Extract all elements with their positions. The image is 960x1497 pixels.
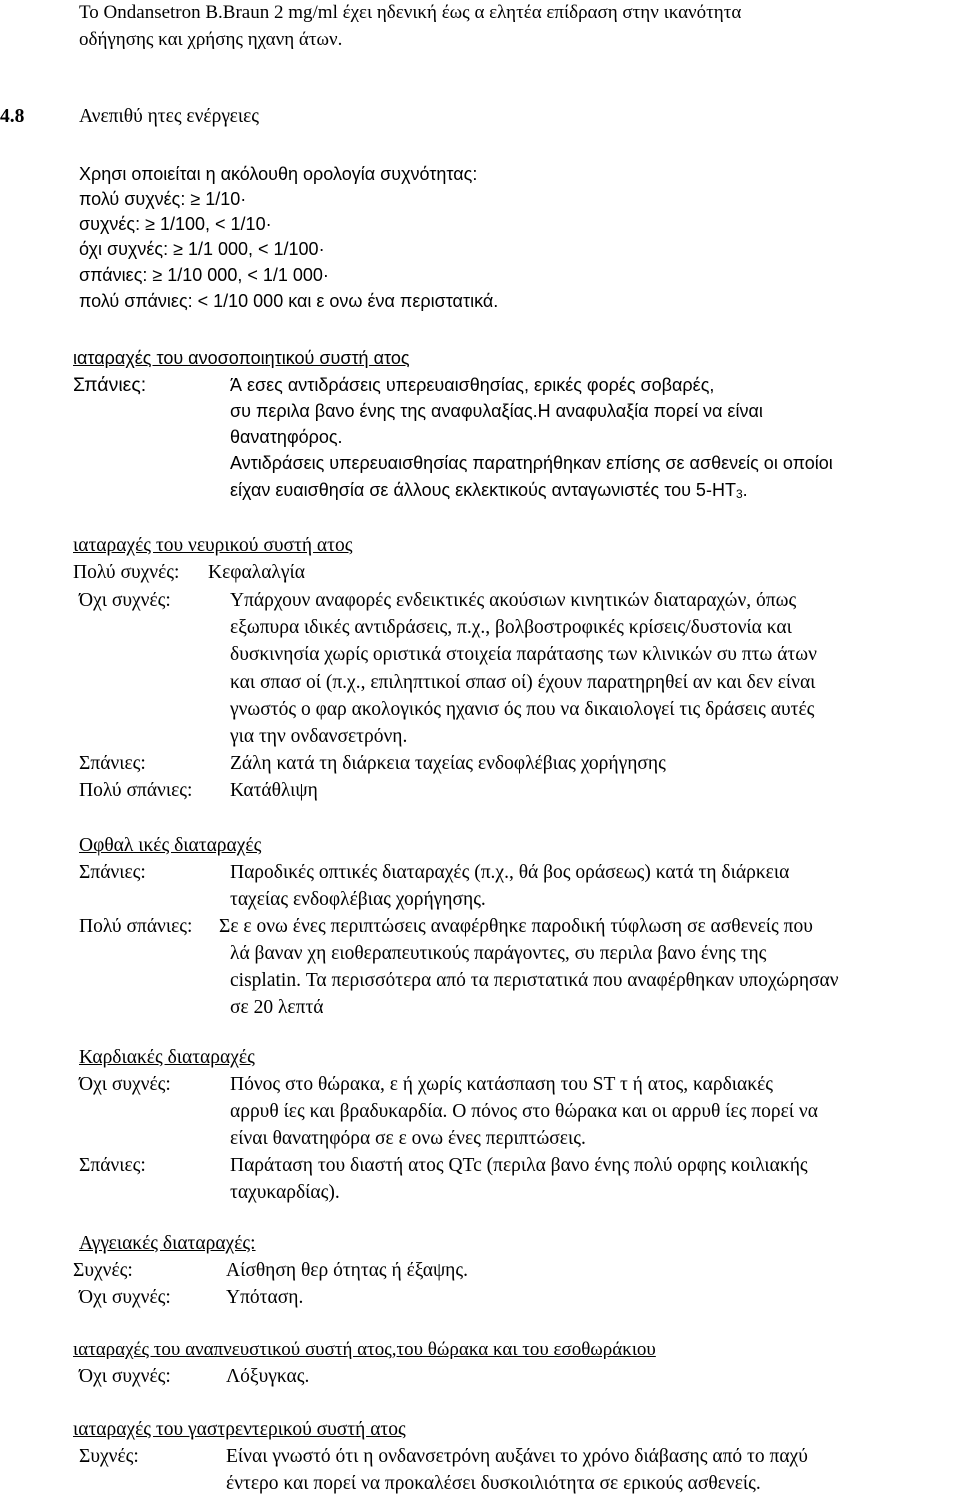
eye-very-rare-line: Σε ε ονω ένες περιπτώσεις αναφέρθηκε παροδική τύφλωση σε ασθενείς που xyxy=(219,916,813,937)
frequency-item: πολύ σπάνιες: < 1/10 000 και ε ονω ένα περιστατικά. xyxy=(79,291,499,311)
frequency-item: όχι συχνές: ≥ 1/1 000, < 1/100· xyxy=(79,239,325,259)
nervous-very-rare-text: Κατάθλιψη xyxy=(230,780,318,801)
nervous-very-rare-term: Πολύ σπάνιες: xyxy=(79,780,193,801)
nervous-very-common-text: Κεφαλαλγία xyxy=(208,562,305,583)
eye-very-rare-line: λά βαναν χη ειοθεραπευτικούς παράγοντες, συ περιλα βανο ένης της xyxy=(230,943,767,964)
vascular-common-term: Συχνές: xyxy=(73,1260,133,1281)
gi-common-line: έντερο και πορεί να προκαλέσει δυσκοιλιότητα σε ερικούς ασθενείς. xyxy=(226,1473,761,1494)
respiratory-heading: ιαταραχές του αναπνευστικού συστή ατος,του θώρακα και του εσοθωράκιου xyxy=(73,1339,656,1360)
nervous-uncommon-line: γνωστός ο φαρ ακολογικός ηχανισ ός που να δικαιολογεί τις δράσεις αυτές xyxy=(230,699,815,720)
nervous-uncommon-line: εξωπυρα ιδικές αντιδράσεις, π.χ., βολβοστροφικές κρίσεις/δυστονία και xyxy=(230,617,792,638)
immune-text-line: συ περιλα βανο ένης της αναφυλαξίας.Η αναφυλαξία πορεί να είναι xyxy=(230,401,763,421)
vascular-uncommon-term: Όχι συχνές: xyxy=(79,1287,171,1308)
ht-subscript: 3 xyxy=(735,487,743,501)
gi-heading: ιαταραχές του γαστρεντερικού συστή ατος xyxy=(73,1419,406,1440)
eye-rare-line: Παροδικές οπτικές διαταραχές (π.χ., θά βος οράσεως) κατά τη διάρκεια xyxy=(230,862,790,883)
cardiac-rare-line: Παράταση του διαστή ατος QTc (περιλα βανο ένης πολύ ορφης κοιλιακής xyxy=(230,1155,808,1176)
gi-common-term: Συχνές: xyxy=(79,1446,139,1467)
eye-heading: Οφθαλ ικές διαταραχές xyxy=(79,835,262,856)
respiratory-uncommon-text: Λόξυγκας. xyxy=(226,1366,310,1387)
immune-text-line: Αντιδράσεις υπερευαισθησίας παρατηρήθηκαν επίσης σε ασθενείς οι οποίοι xyxy=(230,453,833,473)
nervous-uncommon-line: για την ονδανσετρόνη. xyxy=(230,726,408,747)
immune-text-line: θανατηφόρος. xyxy=(230,427,343,447)
cardiac-uncommon-term: Όχι συχνές: xyxy=(79,1074,171,1095)
cardiac-rare-term: Σπάνιες: xyxy=(79,1155,146,1176)
immune-heading: ιαταραχές του ανοσοποιητικού συστή ατος xyxy=(73,348,410,368)
immune-text-line: Ά εσες αντιδράσεις υπερευαισθησίας, ερικές φορές σοβαρές, xyxy=(230,375,715,395)
cardiac-rare-line: ταχυκαρδίας). xyxy=(230,1182,340,1203)
immune-text-line xyxy=(230,477,748,507)
nervous-uncommon-line: και σπασ οί (π.χ., επιληπτικοί σπασ οί) έχουν παρατηρηθεί αν και δεν είναι xyxy=(230,672,816,693)
immune-rare-term: Σπάνιες: xyxy=(73,374,147,396)
frequency-intro: Χρησι οποιείται η ακόλουθη ορολογία συχνότητας: xyxy=(79,164,478,184)
nervous-rare-text: Ζάλη κατά τη διάρκεια ταχείας ενδοφλέβιας χορήγησης xyxy=(230,753,666,774)
immune-period: . xyxy=(742,480,748,500)
eye-very-rare-line: σε 20 λεπτά xyxy=(230,997,324,1018)
immune-text: είχαν ευαισθησία σε άλλους εκλεκτικούς ανταγωνιστές του 5-HT xyxy=(230,480,736,500)
frequency-item: σπάνιες: ≥ 1/10 000, < 1/1 000· xyxy=(79,265,329,285)
eye-rare-line: ταχείας ενδοφλέβιας χορήγησης. xyxy=(230,889,486,910)
nervous-rare-term: Σπάνιες: xyxy=(79,753,146,774)
vascular-uncommon-text: Υπόταση. xyxy=(226,1287,304,1308)
nervous-very-common-term: Πολύ συχνές: xyxy=(73,562,180,583)
frequency-item: πολύ συχνές: ≥ 1/10· xyxy=(79,189,247,209)
eye-very-rare-term: Πολύ σπάνιες: xyxy=(79,916,193,937)
eye-very-rare-line: cisplatin. Τα περισσότερα από τα περιστατικά που αναφέρθηκαν υποχώρησαν xyxy=(230,970,839,991)
nervous-uncommon-line: Υπάρχουν αναφορές ενδεικτικές ακούσιων κινητικών διαταραχών, όπως xyxy=(230,590,797,611)
section-number: 4.8 xyxy=(0,106,25,127)
cardiac-uncommon-line: είναι θανατηφόρα σε ε ονω ένες περιπτώσεις. xyxy=(230,1128,586,1149)
section-title: Ανεπιθύ ητες ενέργειες xyxy=(79,106,259,127)
nervous-uncommon-line: δυσκινησία χωρίς οριστικά στοιχεία παράτασης των κλινικών συ πτω άτων xyxy=(230,644,817,665)
cardiac-heading: Καρδιακές διαταραχές xyxy=(79,1047,255,1068)
vascular-heading: Αγγειακές διαταραχές: xyxy=(79,1233,256,1254)
cardiac-uncommon-line: αρρυθ ίες και βραδυκαρδία. Ο πόνος στο θώρακα και οι αρρυθ ίες πορεί να xyxy=(230,1101,818,1122)
gi-common-line: Είναι γνωστό ότι η ονδανσετρόνη αυξάνει το χρόνο διάβασης από το παχύ xyxy=(226,1446,808,1467)
eye-rare-term: Σπάνιες: xyxy=(79,862,146,883)
nervous-heading: ιαταραχές του νευρικού συστή ατος xyxy=(73,535,353,556)
nervous-uncommon-term: Όχι συχνές: xyxy=(79,590,171,611)
intro-line-2: οδήγησης και χρήσης ηχανη άτων. xyxy=(79,29,343,50)
cardiac-uncommon-line: Πόνος στο θώρακα, ε ή χωρίς κατάσπαση του ST τ ή ατος, καρδιακές xyxy=(230,1074,774,1095)
frequency-item: συχνές: ≥ 1/100, < 1/10· xyxy=(79,214,272,234)
vascular-common-text: Αίσθηση θερ ότητας ή έξαψης. xyxy=(226,1260,468,1281)
respiratory-uncommon-term: Όχι συχνές: xyxy=(79,1366,171,1387)
intro-line-1: Το Ondansetron B.Braun 2 mg/ml έχει ηδενική έως α ελητέα επίδραση στην ικανότητα xyxy=(79,2,742,23)
